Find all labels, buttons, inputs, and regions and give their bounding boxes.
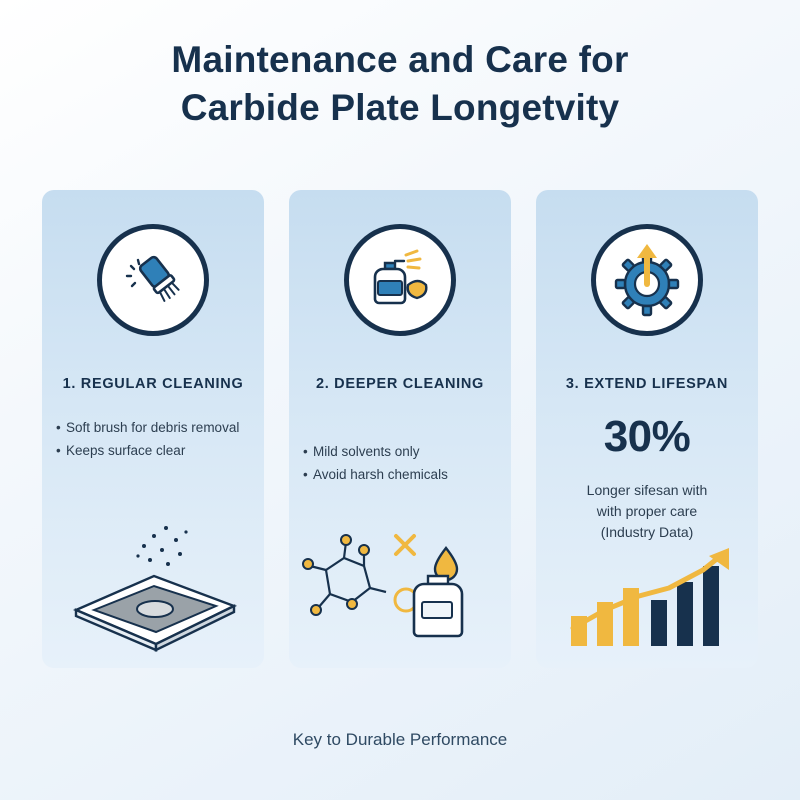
footer-caption: Key to Durable Performance [292, 730, 508, 749]
bullet-text: Keeps surface clear [66, 443, 186, 458]
stat-value: 30% [603, 412, 691, 461]
stat-description [536, 480, 758, 543]
card-1-bullets [56, 416, 256, 462]
card-extend-lifespan [536, 190, 758, 668]
brush-cleaning-icon [97, 224, 209, 336]
card-regular-cleaning [42, 190, 264, 668]
card-2-heading: 2. DEEPER CLEANING [315, 376, 485, 392]
bullet-text: Avoid harsh chemicals [313, 467, 448, 482]
card-deeper-cleaning [289, 190, 511, 668]
page-title [0, 36, 800, 132]
spray-bottle-sponge-icon [344, 224, 456, 336]
list-item: • Mild solvents only [303, 444, 420, 459]
stat-line-1: Longer sifesan with [586, 482, 708, 498]
stat-line-2: with proper care [596, 503, 698, 519]
chemical-molecule-and-solvent-bottle-illustration [289, 514, 511, 654]
list-item: • Avoid harsh chemicals [303, 467, 448, 482]
carbide-plate-with-debris-illustration [42, 514, 264, 654]
title-line-1: Maintenance and Care for [171, 39, 629, 80]
bullet-text: Soft brush for debris removal [66, 420, 240, 435]
list-item: • Soft brush for debris removal [56, 420, 240, 435]
list-item: • Keeps surface clear [56, 443, 186, 458]
cards-row [42, 190, 758, 668]
stat-line-3: (Industry Data) [600, 524, 694, 540]
gear-up-arrow-icon [591, 224, 703, 336]
bullet-text: Mild solvents only [313, 444, 420, 459]
title-line-2: Carbide Plate Longetvity [180, 87, 620, 128]
card-1-heading: 1. REGULAR CLEANING [62, 376, 244, 392]
growth-bar-chart-illustration [536, 544, 758, 654]
card-3-heading: 3. EXTEND LIFESPAN [565, 376, 729, 392]
card-2-bullets [303, 440, 503, 486]
